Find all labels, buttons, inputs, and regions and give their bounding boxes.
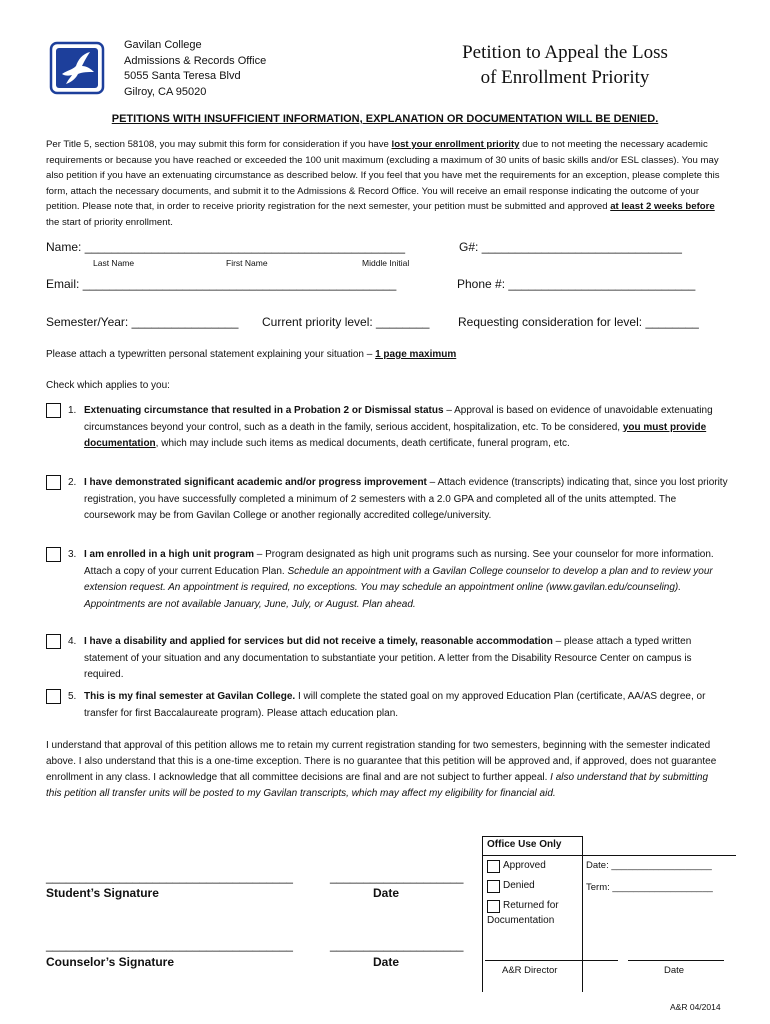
agreement-paragraph (46, 738, 726, 802)
title-line-2: of Enrollment Priority (480, 67, 650, 88)
item-1-text: – Approval is based on evidence of unavoidable extenuating circumstances beyond your control, such as a death in the family, serious accident, hospitalization, etc. To be considered, (84, 405, 713, 433)
item-2-number: 2. (68, 477, 77, 488)
office-use-box (482, 836, 735, 991)
email-label: Email: (46, 277, 80, 291)
college-logo (48, 40, 106, 96)
item-4-text: – please attach a typed written statement of your situation and any documentation to substantiate your petition. A letter from the Disability Resource Center on campus is required. (84, 636, 692, 680)
student-signature-line[interactable]: _____________________________________ (46, 870, 293, 884)
intro-paragraph (46, 137, 726, 230)
semester-field[interactable] (46, 315, 238, 329)
attach-limit: 1 page maximum (375, 349, 457, 360)
item-3-italic: Schedule an appointment with a Gavilan College counselor to develop a plan and to review your extension request. An appointment is required, no exceptions. You may schedule an appointment online (www.gavilan.edu/counseling). Appointments are not available January, June, July, or August. Plan ahead. (84, 565, 713, 610)
student-signature-label: Student’s Signature (46, 886, 159, 900)
item-1-number: 1. (68, 405, 77, 416)
college-name: Gavilan College (124, 39, 202, 51)
email-field[interactable] (46, 277, 396, 291)
last-name-label: Last Name (93, 258, 135, 268)
current-priority-label: Current priority level: (262, 315, 373, 329)
approved-checkbox[interactable] (487, 860, 500, 873)
current-priority-field[interactable] (262, 315, 429, 329)
item-1-emphasis: you must provide documentation (84, 421, 707, 449)
semester-label: Semester/Year: (46, 315, 129, 329)
checkbox-item-2[interactable] (46, 475, 61, 490)
student-date-label: Date (373, 886, 400, 900)
current-priority-line[interactable]: ________ (376, 315, 430, 329)
counselor-signature-label: Counselor’s Signature (46, 955, 175, 969)
intro-text-1: Per Title 5, section 58108, you may submit this form for consideration if you have (46, 139, 392, 150)
city-state-zip: Gilroy, CA 95020 (124, 85, 207, 98)
returned-label: Returned for (503, 900, 559, 911)
item-5-number: 5. (68, 691, 77, 702)
attach-text: Please attach a typewritten personal statement explaining your situation – (46, 349, 376, 360)
approved-label: Approved (503, 860, 546, 871)
director-date-line[interactable] (628, 960, 724, 961)
item-4-number: 4. (68, 636, 77, 647)
item-2-text: – Attach evidence (transcripts) indicating that, since you lost priority registration, you have successfully completed a minimum of 2 semesters with a 2.0 GPA and completed all of the units attempted. The coursework may be from Gavilan College or another regionally accredited college/university. (84, 477, 728, 521)
warning-heading: PETITIONS WITH INSUFFICIENT INFORMATION, EXPLANATION OR DOCUMENTATION WILL BE DENIED. (111, 113, 659, 125)
requesting-level-label: Requesting consideration for level: (458, 315, 643, 329)
item-3-text: – Program designated as high unit programs such as nursing. See your counselor for more information. Attach a copy of your current Education Plan. (84, 549, 714, 577)
name-field[interactable] (46, 240, 405, 254)
denied-label: Denied (503, 880, 535, 891)
g-number-label: G#: (459, 240, 479, 254)
director-date-label: Date (664, 965, 685, 976)
page-title (420, 40, 710, 90)
office-name: Admissions & Records Office (124, 54, 267, 67)
director-signature-line[interactable] (485, 960, 618, 961)
form-code: A&R 04/2014 (670, 1002, 721, 1012)
intro-underline-1: lost your enrollment priority (391, 139, 520, 150)
counselor-signature-line[interactable]: _____________________________________ (46, 938, 293, 952)
item-4-heading: I have a disability and applied for services but did not receive a timely, reasonable accommodation (84, 636, 553, 647)
name-label: Name: (46, 240, 82, 254)
office-date-field[interactable]: Date: ___________________ (586, 860, 712, 871)
intro-text-3: the start of priority enrollment. (46, 216, 173, 228)
student-date-line[interactable]: ____________________ (330, 870, 464, 884)
dove-logo-icon (48, 40, 106, 96)
counselor-date-line[interactable]: ____________________ (330, 938, 464, 952)
counselor-date-label: Date (373, 955, 400, 969)
phone-line[interactable]: ____________________________ (508, 277, 696, 291)
first-name-label: First Name (226, 258, 268, 268)
check-label: Check which applies to you: (46, 380, 170, 391)
intro-underline-2: at least 2 weeks before (610, 201, 715, 212)
returned-checkbox[interactable] (487, 900, 500, 913)
middle-initial-label: Middle Initial (362, 258, 410, 268)
item-2-heading: I have demonstrated significant academic and/or progress improvement (84, 477, 427, 488)
requesting-level-field[interactable] (458, 315, 699, 329)
attach-instruction (46, 349, 456, 360)
item-1-heading: Extenuating circumstance that resulted in a Probation 2 or Dismissal status (84, 405, 444, 416)
college-address (124, 38, 266, 100)
email-line[interactable]: _______________________________________________ (82, 277, 397, 291)
street-address: 5055 Santa Teresa Blvd (124, 70, 241, 82)
agreement-text: I understand that approval of this petition allows me to retain my current registration standing for two semesters, beginning with the semester indicated above. I also understand that this is a one-time exception. There is no guarantee that this petition will be approved and, if approved, does not guarantee enrollment in any class. I acknowledge that all committee decisions are final and are not subject to further appeal. (46, 740, 717, 783)
checkbox-item-3[interactable] (46, 547, 61, 562)
g-number-line[interactable]: ______________________________ (481, 240, 682, 254)
item-3-heading: I am enrolled in a high unit program (84, 549, 255, 560)
requesting-level-line[interactable]: ________ (645, 315, 699, 329)
phone-field[interactable] (457, 277, 695, 291)
name-line[interactable]: ________________________________________________ (84, 240, 406, 254)
office-use-title: Office Use Only (487, 839, 562, 850)
item-5-heading: This is my final semester at Gavilan College. (84, 691, 296, 702)
checkbox-item-4[interactable] (46, 634, 61, 649)
semester-line[interactable]: ________________ (131, 315, 239, 329)
agreement-italic: I also understand that by submitting this petition all transfer units will be posted to my Gavilan transcripts, which may affect my eligibility for financial aid. (46, 772, 709, 799)
phone-label: Phone #: (457, 277, 506, 291)
denied-checkbox[interactable] (487, 880, 500, 893)
g-number-field[interactable] (459, 240, 682, 254)
checkbox-item-5[interactable] (46, 689, 61, 704)
intro-text-2: due to not meeting the necessary academic requirements or because you have reached or exceeded the 100 unit maximum (excluding a maximum of 30 units of basic skills and/or ESL classes). You may also petition if you have an extenuating circumstance as described below. If you feel that you have met the requirements for an exception, please complete this form, attach the necessary documents, and submit it to the Admissions & Record Office. You will receive an email response indicating the outcome of your petition. Please note that, in order to receive priority registration for the next semester, your petition must be submitted and approved (46, 139, 720, 212)
item-1-text-2: , which may include such items as medical documents, death certificate, funeral program, etc. (155, 438, 570, 449)
item-3-number: 3. (68, 549, 77, 560)
checkbox-item-1[interactable] (46, 403, 61, 418)
item-5-text: I will complete the stated goal on my approved Education Plan (certificate, AA/AS degree, or transfer for first Baccalaureate program). Please attach education plan. (84, 691, 706, 719)
director-label: A&R Director (502, 965, 558, 976)
title-line-1: Petition to Appeal the Loss (462, 42, 668, 63)
documentation-label: Documentation (487, 915, 555, 926)
office-term-field[interactable]: Term: ___________________ (586, 882, 713, 893)
